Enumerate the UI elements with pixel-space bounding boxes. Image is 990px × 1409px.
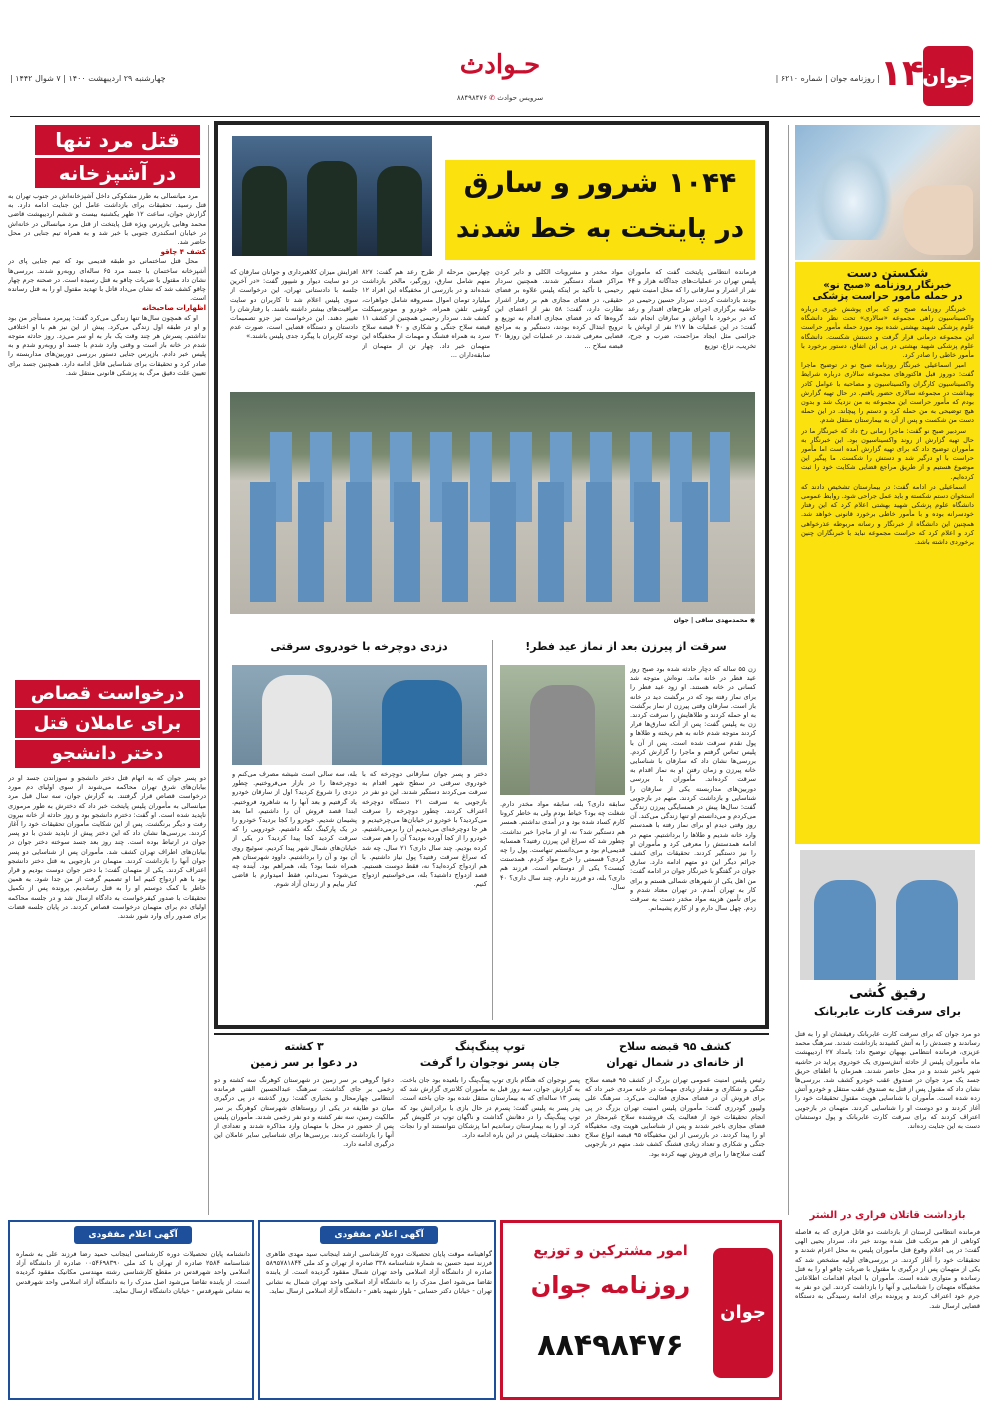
right-headline-3: در حمله مأمور حراست پزشکی bbox=[812, 291, 963, 302]
bike-col-b: بله، سه سالی است شیشه مصرف می‌کنم و دوچرخه‌ها را در بازار می‌فروختیم. چطور دزدی را شروع کردید؟ اول از سارقان خودرو یاد گرفتیم و بعد آنها را به شاهرود فروختیم. ابتدا قصد فروش آن را داشتیم، اما بعد پشیمان شدیم. خودرو را کجا بردید؟ خودرو را در یک پارکینگ نگه داشتیم. خودرویی را که سرقت کردید کجا پیدا کردید؟ در یکی از خیابان‌های شمال شهر پیدا کردیم. سوئیچ روی آن بود و آن را برداشتیم. داوود شهرستان هم همراه شما بود؟ بله، همراهم بود. آینده چه می‌شود؟ نمی‌دانم، فقط امیدوارم با قاضی کنار بیایم و از زندان آزاد شوم. bbox=[232, 770, 357, 889]
right-body-3: سردبیر صبح نو گفت: ماجرا زمانی رخ داد که خبرنگار ما در حال تهیه گزارش از روند واکسیناسیون بود. این خبرنگار به مأموران توضیح داد که برای تهیه گزارش آمده است اما مأمور حراست با او درگیر شد و دستش را شکست. ما پیگیر این موضوع هستیم و از طریق مراجع قضایی شکایت خود را ثبت کرده‌ایم. bbox=[801, 426, 974, 481]
masthead bbox=[0, 40, 990, 120]
lost-ad-1 bbox=[258, 1220, 496, 1400]
officer-2 bbox=[307, 161, 357, 256]
page-number: ۱۴ bbox=[880, 53, 924, 94]
kill-sub-2: اظهارات صاحبخانه bbox=[142, 304, 206, 313]
ad-title-1: امور مشترکین و توزیع bbox=[533, 1243, 688, 1259]
qisas-title-1: درخواست قصاص bbox=[15, 680, 200, 708]
grandma-bike-divider bbox=[492, 640, 493, 1020]
subscription-ad bbox=[500, 1220, 782, 1400]
ad-title-2: روزنامه جوان bbox=[530, 1271, 691, 1299]
rafiq-title-1: رفیق کُشی bbox=[849, 985, 926, 1001]
xray-hand bbox=[813, 145, 893, 240]
pingpong-title-1: توپ پینگ‌پنگ bbox=[454, 1040, 526, 1053]
right-col-rule bbox=[788, 125, 789, 1215]
logo: جوان bbox=[923, 46, 973, 106]
main-col-4: افزایش میزان کلاهبرداری و جوانان سارقان که در دو سایت دیوار و شیپور گفت: «در آخرین جلسه با دادستانی تهران، این درخواست از سوی پلیس اعلام شد تا کاربران دو سایت مراقبت‌های بیشتر داشته باشند. با رفتارشان را تغییر دهند. این درخواست تیز جزو تصمیمات دادستان و دستگاه قضایی است، صورت عدم توجه کاربران با پیگرد جدی پلیس باشند.» bbox=[230, 268, 358, 341]
officer-1 bbox=[242, 166, 287, 256]
lost-ad-2 bbox=[8, 1220, 254, 1400]
pingpong-body: پسر نوجوان که هنگام بازی توپ پینگ‌پنگ را بلعیده بود جان باخت. به گزارش جوان، سه روز قبل به مأموران کلانتری گزارش شد که پسر ۱۳ ساله‌ای که به بیمارستان منتقل شده بود جان باخته است. پدر پسر به پلیس گفت: پسرم در حال بازی با برادرانش بود که توپ پینگ‌پنگ را در دهانش گذاشت و ناگهان توپ در گلویش گیر کرد. او را به بیمارستان رساندیم اما پزشکان نتوانستند او را نجات دهند. تحقیقات پلیس در این باره ادامه دارد. bbox=[400, 1076, 580, 1140]
xray-photo bbox=[795, 125, 980, 260]
qisas-title-3: دختر دانشجو bbox=[15, 740, 200, 768]
grandma-col-b: سابقه داری؟ بله، سابقه مواد مخدر دارم. شغلت چه بود؟ خیاط بودم ولی به خاطر کرونا کارم کساد شده بود و در آمدی نداشتم. همسر هم دستگیر شد؟ نه، او از ماجرا خبر نداشت. چطور شد که سراغ این پیرزن رفتید؟ همسایه قدیمی‌ام بود و می‌دانستم تنهاست. پول را چه کردی؟ قسمتی را خرج مواد کردم. همدستت کیست؟ یکی از دوستانم است. فرزند هم داری؟ بله، دو فرزند دارم. چند سال داری؟ ۴۰ سال. bbox=[500, 800, 625, 891]
main-col-2: مواد مخدر و مشروبات الکلی و دایر کردن مراکز فساد دستگیر شدند. همچنین سردار رحیمی با تأکید بر اینکه پلیس علاوه بر فضای حقیقی، در فضای مجازی هم بر رفتار اشرار نظارت دارد، گفت: ۵۸ نفر از اعضای این گروه‌ها که در فضای مجازی اقدام به توزیع و ترویج ابتذال کرده بودند، دستگیر و به مراجع قضایی معرفی شدند. در عملیات این روزها ۳۰ قبضه سلاح ... bbox=[495, 268, 623, 350]
right-body-2: امیر اسماعیلی خبرنگار روزنامه صبح نو در توضیح ماجرا گفت: دوروز قبل فاکتورهای مجموعه سالاری درباره شرایط واکسیناسیون کارگران واکسیناسیون و مصاحبه با عوامل کادر بهداشت در مجموعه سالاری حضور یافتم. در حال تهیه گزارش بودم که مأمور حراست این مجموعه به من نزدیک شد و بدون هیچ توضیحی به من حمله کرد و دستم را پیچاند. در این حمله دست من شکست و پس از آن به بیمارستان منتقل شدم. bbox=[801, 361, 974, 425]
bike-suspect-2 bbox=[382, 680, 462, 765]
date: چهارشنبه ۲۹ اردیبهشت ۱۴۰۰ | ۷ شوال ۱۴۴۲ | bbox=[10, 74, 166, 83]
ad-phone: ۸۸۴۹۸۴۷۶ bbox=[537, 1328, 684, 1363]
press-photo bbox=[232, 136, 432, 256]
suspects-lineup-photo bbox=[230, 392, 755, 614]
main-headline-box bbox=[445, 160, 755, 260]
kill-body-2: محل قتل ساختمانی دو طبقه قدیمی بود که تیم جنایی پای در آشپزخانه ساختمان با جسد مرد ۶۵ ساله‌ای روبه‌رو شدند. بررسی‌ها نشان داد مقتول با ضربات چاقو به قتل رسیده است. در صحنه جرم چهار چاقو کشف شد که نشان می‌داد قاتل با تهدید مقتول او را به قتل رسانده است. bbox=[8, 257, 206, 303]
kill-title-1: قتل مرد تنها bbox=[35, 125, 200, 155]
phone-icon: ✆ bbox=[489, 94, 496, 102]
right-body bbox=[801, 305, 974, 810]
qisas-title-2: برای عاملان قتل bbox=[15, 710, 200, 738]
kashf-body: رئیس پلیس امنیت عمومی تهران بزرگ از کشف ۹۵ قبضه سلاح جنگی و شکاری و مقدار زیادی مهمات در خانه مردی خبر داد که برای فروش آن در فضای مجازی فعالیت می‌کرد. سرهنگ علی ولیپور گودرزی گفت: مأموران پلیس امنیت تهران بزرگ در پی انجام تحقیقات خود از فعالیت یک فروشنده سلاح غیرمجاز در فضای مجازی باخبر شدند و پس از شناسایی هویت وی، مخفیگاه او را پیدا کردند. در بازرسی از این مخفیگاه ۹۵ قبضه انواع سلاح جنگی و شکاری و تعداد زیادی فشنگ کشف شد. متهم در بازجویی گفت سلاح‌ها را برای فروش تهیه کرده بود. bbox=[585, 1076, 765, 1158]
lineup-row-2 bbox=[250, 482, 730, 602]
bike-photo bbox=[232, 665, 487, 765]
main-headline-1: ۱۰۴۴ شرور و سارق bbox=[463, 166, 737, 199]
grandma-suspect bbox=[530, 685, 595, 795]
photo-credit-text: محمدمهدی ساقی | جوان bbox=[673, 617, 748, 624]
killed-body: دعوا گروهی بر سر زمین در شهرستان کوهرنگ سه کشته و دو زخمی بر جای گذاشت. سرهنگ عبدالحسین الفتی فرمانده انتظامی چهارمحال و بختیاری گفت: روز گذشته در پی درگیری میان دو طایفه در یکی از روستاهای شهرستان کوهرنگ بر سر مالکیت زمین، سه نفر کشته و دو نفر زخمی شدند. مأموران پلیس پس از حضور در محل با متهمان وارد مذاکره شدند و تعدادی از آنها را بازداشت کردند. بررسی‌ها برای شناسایی سایر عاملان این درگیری ادامه دارد. bbox=[214, 1076, 394, 1149]
rafiq-title-2: برای سرقت کارت عابربانک bbox=[813, 1005, 961, 1018]
rafiq-photo bbox=[800, 850, 975, 980]
main-col-1: فرمانده انتظامی پایتخت گفت که مأموران پلیس تهران در عملیات‌های جداگانه هزار و ۴۴ نفر از اشرار و سارقانی را که مخل امنیت شهر بودند بازداشت کردند. سردار حسین رحیمی در حاشیه برگزاری اجرای طرح‌های اقتدار و رعد که در برخورد با اوباش و سارقان انجام شد گفت: در این عملیات ها ۲۱۷ نفر از اوباش با جرائمی مثل ایجاد مزاحمت، ضرب و جرح، تخریب، نزاع، توزیع bbox=[628, 268, 756, 350]
bike-title: دزدی دوچرخه با خودروی سرقتی bbox=[270, 640, 448, 653]
section-sub-label: سرویس حوادث bbox=[497, 94, 544, 102]
kill-sub-1: کشف ۴ چاقو bbox=[160, 248, 206, 257]
officer-3 bbox=[377, 166, 422, 256]
lost-ad-2-title: آگهی اعلام مفقودی bbox=[74, 1226, 192, 1244]
arrest-body: فرمانده انتظامی لرستان از بازداشت دو قاتل فراری که به فاصله کوتاهی از هم مرتکب قتل شده بودند خبر داد. سردار یحیی الهی گفت: در پی اعلام وقوع قتل مأموران پلیس به محل اعزام شدند و تحقیقات خود را آغاز کردند. در بررسی‌های اولیه مشخص شد که یکی از متهمان پس از درگیری با مقتول با ضربات چاقو او را به قتل رسانده و متواری شده است. مأموران با انجام اقدامات اطلاعاتی مخفیگاه متهمان را شناسایی و آنها را بازداشت کردند. این دو نفر به جرم خود اعتراف کردند و پرونده برای ادامه رسیدگی به دستگاه قضایی ارسال شد. bbox=[795, 1228, 980, 1310]
right-headline-2: خبرنگار روزنامه «صبح نو» bbox=[823, 280, 952, 291]
kill-body-3: او که همچون سال‌ها تنها زندگی می‌کرد گفت: پیرمرد مستأجر من بود و او در طبقه اول زندگی می‌کرد. پیش از این نیز هم با او اختلافی نداشتم. پسرش هر چند وقت یک بار به او سر می‌زد. روز حادثه متوجه شدم در خانه باز است و وقتی وارد شدم با جسد او روبه‌رو شدم و به پلیس خبر دادم. بازپرس جنایی دستور بررسی دوربین‌های مداربسته را صادر کرد و تحقیقات برای شناسایی قاتل ادامه دارد. همچنین جسد برای تعیین علت دقیق مرگ به پزشکی قانونی منتقل شد. bbox=[8, 313, 206, 377]
lost-ad-2-body: دانشنامه پایان تحصیلات دوره کارشناسی اینجانب حمید رضا فرزند علی به شماره شناسنامه ۲۵۸۴ صادره از تهران با کد ملی ۰۰۵۴۶۹۸۳۹۰ صادره از دانشگاه آزاد اسلامی واحد شهرقدس در مقطع کارشناسی رشته مهندسی مکانیک مفقود گردیده است. از یابنده تقاضا می‌شود اصل مدرک را به دانشگاه آزاد اسلامی واحد شهرقدس به نشانی شهرقدس - خیابان دانشگاه ارسال نماید. bbox=[16, 1250, 250, 1295]
right-body-1: خبرنگار روزنامه صبح نو که برای پوشش خبری درباره واکسیناسیون راهی مجموعه «سالاری» تحت نظر دانشگاه علوم پزشکی شهید بهشتی شده بود مورد حمله مأمور حراست این مجموعه درمانی قرار گرفت و دستش شکست. دانشگاه علوم پزشکی شهید بهشتی در پی این اتفاق، دستور برخورد با مأمور خاطی را صادر کرد. bbox=[801, 305, 974, 360]
qisas-body: دو پسر جوان که به اتهام قتل دختر دانشجو و سوزاندن جسد او در بیابان‌های شرق تهران محاکمه می‌شوند از سوی اولیای دم مورد درخواست قصاص قرار گرفتند. به گزارش جوان، سه سال قبل مرد میانسالی به مأموران پلیس پایتخت خبر داد که دخترش به طور مرموزی ناپدید شده است. او گفت: دخترم دانشجو بود و روز حادثه از خانه بیرون رفت و دیگر برنگشت. پس از این شکایت مأموران تحقیقات خود را آغاز کردند. بررسی‌ها نشان داد که این دختر پیش از ناپدید شدن با دو پسر جوان در ارتباط بوده است. چند روز بعد جسد سوخته دختر جوان در بیابان‌های اطراف تهران کشف شد. مأموران پس از شناسایی دو پسر جوان آنها را بازداشت کردند. متهمان در بازجویی به قتل دختر دانشجو اعتراف کردند. یکی از متهمان گفت: با دختر جوان دوست بودیم و قرار بود با هم ازدواج کنیم اما او تصمیم گرفت از من جدا شود. به همین خاطر با کمک دوستم او را به قتل رساندیم. پرونده پس از تکمیل تحقیقات با صدور کیفرخواست به دادگاه ارسال شد و در جلسه محاکمه اولیای دم برای متهمان درخواست قصاص کردند. در پایان جلسه قضات برای صدور رأی وارد شور شدند. bbox=[8, 774, 206, 921]
kashf-title-2: از خانه‌ای در شمال تهران bbox=[606, 1056, 744, 1069]
pingpong-title-2: جان پسر نوجوان را گرفت bbox=[419, 1056, 561, 1069]
lost-ad-1-title: آگهی اعلام مفقودی bbox=[320, 1226, 438, 1244]
right-body-4: اسماعیلی در ادامه گفت: در بیمارستان تشخیص دادند که استخوان دستم شکسته و باید عمل جراحی شود. روابط عمومی دانشگاه علوم پزشکی شهید بهشتی اعلام کرد که این رفتار خودسرانه بوده و با مأمور خاطی برخورد قانونی خواهد شد. همچنین این دانشگاه از خبرنگار و رسانه مربوطه عذرخواهی کرد و اعلام کرد که حراست مجموعه نباید با خبرنگاران چنین برخوردی داشته باشد. bbox=[801, 482, 974, 547]
photo-credit bbox=[660, 617, 755, 624]
grandma-col-a: زن ۵۵ ساله که دچار حادثه شده بود صبح روز عید فطر در خانه ماند. نوه‌اش متوجه شد کسانی در خانه هستند. او زود عید فطر را برای نماز رفته بود که در برگشت دید در خانه باز است. سارقان وقتی پیرزن از نماز برگشت به او حمله کردند و طلاهایش را سرقت کردند. زن به پلیس گفت: پس از آنکه سارق‌ها فرار کردند متوجه شدم خانه به هم ریخته و طلاها و پول نقدم سرقت شده است. پس از آن با پلیس تماس گرفتم و ماجرا را گزارش کردم. بررسی‌ها نشان داد که سارقان با شناسایی خانه پیرزن و زمان رفتن او به نماز اقدام به سرقت کرده‌اند. مأموران با بررسی دوربین‌های مداربسته یکی از سارقان را شناسایی و بازداشت کردند. متهم در بازجویی گفت: سال‌ها پیش در همسایگی پیرزن زندگی می‌کردم و می‌دانستم او تنها زندگی می‌کند. آن روز وقتی دیدم او برای نماز رفته با همدستم وارد خانه شدیم و طلاها را برداشتیم. متهم در ادامه همدستش را معرفی کرد و مأموران او را نیز دستگیر کردند. تحقیقات برای کشف جرائم دیگر این دو متهم ادامه دارد. سارق جوان در گفتگو با خبرنگار جوان در ادامه گفت: من اهل یکی از شهرهای شمالی هستم و برای کار به تهران آمدم. در تهران معتاد شدم و برای تأمین هزینه مواد مخدر دست به سرقت زدم. چهل سال دارم و از کارم پشیمانم. bbox=[630, 665, 756, 913]
right-headline-1: شکستن دست bbox=[846, 266, 929, 280]
main-headline-2: در پایتخت به خط شدند bbox=[455, 214, 745, 244]
section-sub bbox=[440, 94, 560, 102]
suspect-1 bbox=[814, 880, 876, 980]
suspect-2 bbox=[896, 880, 958, 980]
section-phone: ۸۸۴۹۸۴۷۶ bbox=[456, 94, 487, 102]
bandaged-arm bbox=[903, 185, 973, 255]
arrest-title: بازداشت قاتلان فراری در الشتر bbox=[809, 1210, 966, 1221]
bike-col-a: دختر و پسر جوان سارقانی دوچرخه که با خودروی سرقتی در سطح شهر اقدام به سرقت می‌کردند دستگیر شدند. این دو نفر در بازجویی به سرقت ۲۱ دستگاه دوچرخه اعتراف کردند. چطور دوچرخه را سرقت می‌کردید؟ با خودرو در خیابان‌ها می‌چرخیدیم و هر جا دوچرخه‌ای می‌دیدیم آن را برمی‌داشتیم. خودرو را از کجا آورده بودید؟ آن را هم سرقت کرده بودیم. چند سال داری؟ ۲۱ سال. چه شد که سراغ سرقت رفتید؟ پول نیاز داشتیم. با هم ازدواج کرده‌اید؟ نه، فقط دوست هستیم. قصد ازدواج داشتید؟ بله، می‌خواستیم ازدواج کنیم. bbox=[362, 770, 487, 889]
killed-title-2: در دعوا بر سر زمین bbox=[250, 1056, 358, 1069]
bottom-rule bbox=[214, 1033, 769, 1035]
issue-info: | روزنامه جوان | شماره ۶۲۱۰ | bbox=[775, 74, 880, 83]
masthead-rule bbox=[10, 116, 980, 117]
lost-ad-1-body: گواهینامه موقت پایان تحصیلات دوره کارشناسی ارشد اینجانب سید مهدی طاهری فرزند سید حسین به شماره شناسنامه ۳۳۸ صادره از تهران و کد ملی ۵۸۹۵۷۸۱۸۴۴ صادره از دانشگاه آزاد اسلامی واحد تهران شمال مفقود گردیده است. از یابنده تقاضا می‌شود اصل مدرک را به دانشگاه آزاد اسلامی واحد تهران شمال به نشانی تهران - خیابان دکتر حسابی - بلوار شهید باهنر - دانشگاه آزاد اسلامی ارسال نماید. bbox=[266, 1250, 492, 1295]
left-col-rule bbox=[208, 125, 209, 1215]
camera-icon: ◉ bbox=[749, 617, 755, 624]
grandma-photo bbox=[500, 665, 625, 795]
kill-title-2: در آشپزخانه bbox=[35, 158, 200, 188]
kill-body bbox=[8, 192, 206, 672]
rafiq-body: دو مرد جوان که برای سرقت کارت عابربانک رفیقشان او را به قتل رساندند و جسدش را به آتش کشیدند بازداشت شدند. سرهنگ محمد عزیزی، فرمانده انتظامی بهبهان توضیح داد: بامداد ۲۷ اردیبهشت ماه مأموران پلیس از حادثه آتش‌سوزی یک خودروی پراید در حاشیه شهر باخبر شدند و در محل حاضر شدند. همزمان با اطفای حریق جسد یک مرد جوان در صندوق عقب خودرو کشف شد. بررسی‌ها نشان داد که مقتول پس از قتل به صندوق عقب منتقل و خودرو آتش زده شده است. مأموران با شناسایی هویت مقتول تحقیقات خود را آغاز کردند و دو دوست او را شناسایی کردند. متهمان در بازجویی اعتراف کردند که برای سرقت کارت عابربانک و پول دوستشان دست به این جنایت زده‌اند. bbox=[795, 1030, 980, 1131]
bike-suspect-1 bbox=[262, 675, 332, 765]
ad-logo: جوان bbox=[713, 1248, 773, 1378]
main-col-3: چهارمین مرحله از طرح رعد هم گفت: ۸۲۷ متهم شامل سارق، زورگیر، مالخر بازداشت شده‌اند و در بازرسی از مخفیگاه این افراد ۱۲ میلیارد تومان اموال مسروقه شامل جواهرات، گوشی تلفن همراه، خودرو و موتورسیکلت کشف شد. سردار رحیمی همچنین از کشف ۱۱ قبضه سلاح جنگی و شکاری و ۴۰ قبضه سلاح سرد به همراه فشنگ و مهمات از مخفیگاه این متهمان خبر داد. چهار تن از متهمان از سابقه‌داران ... bbox=[362, 268, 490, 359]
right-col-box bbox=[795, 262, 980, 844]
section-title: حـوادث bbox=[459, 50, 541, 80]
killed-title-1: ۳ کشته bbox=[284, 1040, 324, 1053]
grandma-title: سرقت از پیرزن بعد از نماز عید فطر! bbox=[525, 640, 727, 653]
kill-body-1: مرد میانسالی به طرز مشکوکی داخل آشپزخانه‌اش در جنوب تهران به قتل رسید. تحقیقات برای بازداشت عامل این جنایت ادامه دارد. به گزارش جوان، ساعت ۱۲ ظهر یکشنبه بیست و ششم اردیبهشت قاضی محمد وهابی بازپرس ویژه قتل پایتخت از قتل مرد میانسالی در خانه‌اش در خیابان اسکندری جنوبی با خبر شد و به همراه تیم جنایی در محل حاضر شد. bbox=[8, 192, 206, 247]
kashf-title-1: کشف ۹۵ قبضه سلاح bbox=[619, 1040, 731, 1053]
